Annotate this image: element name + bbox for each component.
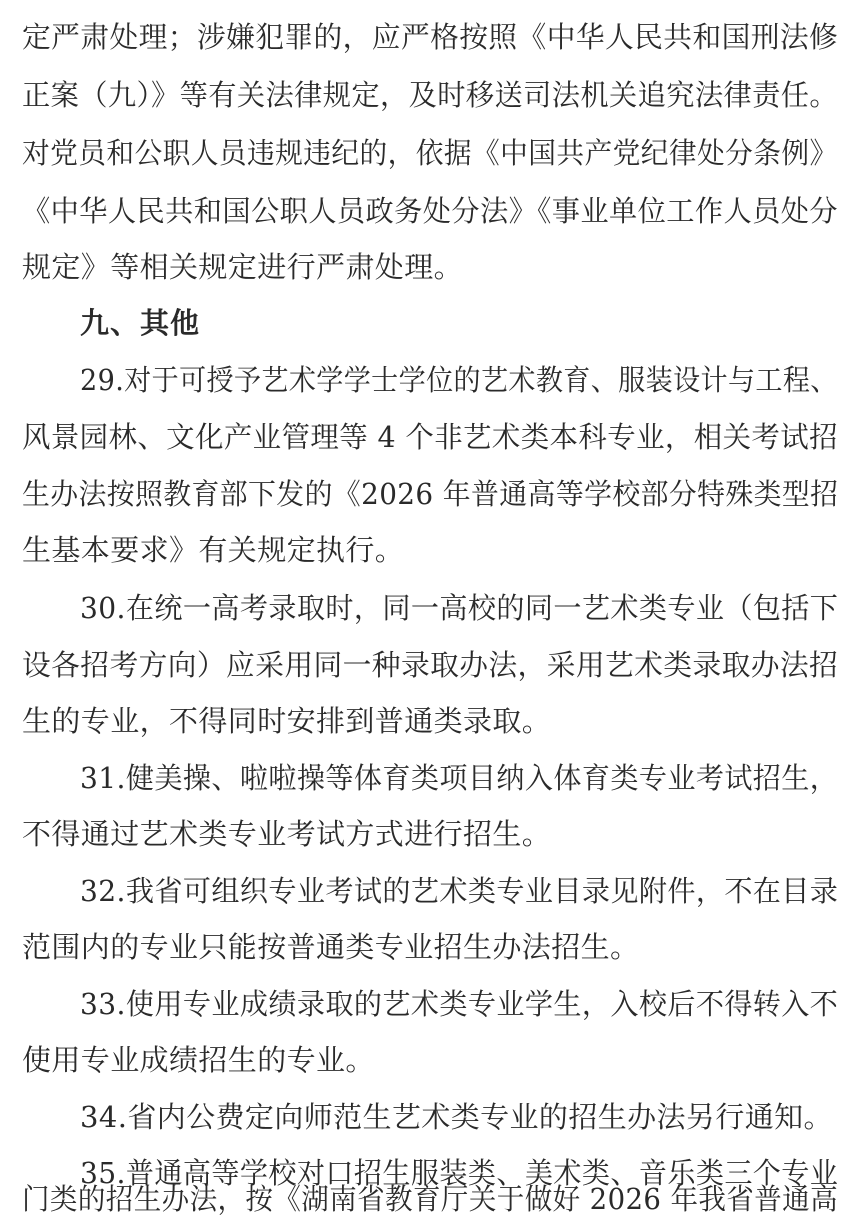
paragraph-start: 30.在统一高考录取时，同一高校的同一艺术类专业（包括下	[80, 591, 839, 625]
paragraph-start: 33.使用专业成绩录取的艺术类专业学生，入校后不得转入不	[80, 987, 839, 1021]
text-line: 对党员和公职人员违规违纪的，依据《中国共产党纪律处分条例》	[22, 136, 838, 170]
text-line: 生办法按照教育部下发的《2026 年普通高等学校部分特殊类型招	[22, 477, 839, 511]
text-line: 设各招考方向）应采用同一种录取办法，采用艺术类录取办法招	[22, 648, 839, 682]
text-line: 生基本要求》有关规定执行。	[22, 533, 405, 567]
text-line: 正案（九）》等有关法律规定，及时移送司法机关追究法律责任。	[22, 78, 839, 112]
text-line: 生的专业，不得同时安排到普通类录取。	[22, 704, 552, 738]
text-line: 规定》等相关规定进行严肃处理。	[22, 250, 464, 284]
paragraph-start: 29.对于可授予艺术学学士学位的艺术教育、服装设计与工程、	[80, 363, 838, 397]
text-line: 使用专业成绩招生的专业。	[22, 1043, 375, 1077]
paragraph-start: 32.我省可组织专业考试的艺术类专业目录见附件，不在目录	[80, 874, 839, 908]
section-heading: 九、其他	[80, 306, 201, 340]
text-line: 定严肃处理；涉嫌犯罪的，应严格按照《中华人民共和国刑法修	[22, 20, 839, 54]
text-line: 门类的招生办法，按《湖南省教育厅关于做好 2026 年我省普通高	[22, 1182, 839, 1216]
paragraph-start: 35.普通高等学校对口招生服装类、美术类、音乐类三个专业	[80, 1156, 839, 1190]
text-line: 《中华人民共和国公职人员政务处分法》《事业单位工作人员处分	[22, 194, 839, 228]
paragraph-start: 34.省内公费定向师范生艺术类专业的招生办法另行通知。	[80, 1100, 833, 1134]
paragraph-start: 31.健美操、啦啦操等体育类项目纳入体育类专业考试招生，	[80, 761, 839, 795]
text-line: 风景园林、文化产业管理等 4 个非艺术类本科专业，相关考试招	[22, 420, 838, 454]
text-line: 不得通过艺术类专业考试方式进行招生。	[22, 817, 552, 851]
text-line: 范围内的专业只能按普通类专业招生办法招生。	[22, 930, 640, 964]
